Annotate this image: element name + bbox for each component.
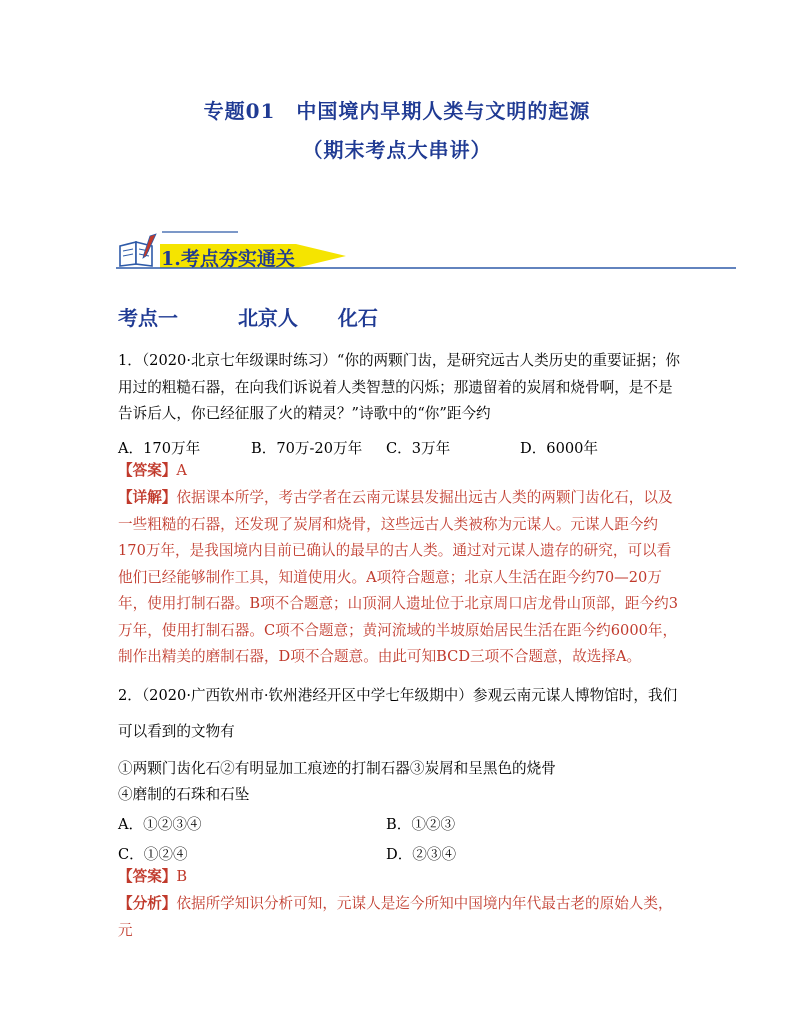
question-1-stem: 1．（2020·北京七年级课时练习）“你的两颗门齿，是研究远古人类历史的重要证据；你用过的粗糙石器，在向我们诉说着人类智慧的闪烁；那遗留着的炭屑和烧骨啊，是不是告诉后人，你已经征服了火的精灵？”诗歌中的“你”距今约 xyxy=(118,352,681,422)
section-banner-label: 1.考点夯实通关 xyxy=(161,248,295,270)
detail-text: 依据课本所学，考古学者在云南元谋县发掘出远古人类的两颗门齿化石，以及一些粗糙的石器，还发现了炭屑和烧骨，这些远古人类被称为元谋人。元谋人距今约170万年，是我国境内目前已确认的最早的古人类。通过对元谋人遗存的研究，可以看他们已经能够制作工具，知道使用火。A项符合题意；北京人生活在距今约70—20万年，使用打制石器。B项不合题意；山顶洞人遗址位于北京周口店龙骨山顶部，距今约3万年，使用打制石器。C项不合题意；黄河流域的半坡原始居民生活在距今约6000年，制作出精美的磨制石器，D项不合题意。由此可知BCD三项不合题意，故选择A。 xyxy=(118,489,678,665)
page-title: 专题01 中国境内早期人类与文明的起源 xyxy=(203,99,591,123)
q1-option-a: A．170万年 xyxy=(118,440,201,457)
open-book-icon xyxy=(120,234,156,266)
question-2-stem-line2: 可以看到的文物有 xyxy=(118,723,235,740)
q2-option-b: B．①②③ xyxy=(386,816,456,833)
question-1-answer xyxy=(118,458,684,485)
analysis-tag: 【分析】 xyxy=(118,895,177,912)
section-heading-topic: 北京人 xyxy=(237,306,298,330)
analysis-text: 依据所学知识分析可知，元谋人是迄今所知中国境内年代最古老的原始人类，元 xyxy=(118,895,673,939)
detail-tag: 【详解】 xyxy=(118,489,177,506)
section-heading-subtopic: 化石 xyxy=(337,306,378,330)
page-subtitle: （期末考点大串讲） xyxy=(302,138,492,162)
question-2-items-line1: ①两颗门齿化石②有明显加工痕迹的打制石器③炭屑和呈黑色的烧骨 xyxy=(118,760,556,777)
section-heading xyxy=(118,302,378,331)
q1-option-d: D．6000年 xyxy=(520,440,599,457)
section-heading-index: 考点一 xyxy=(118,306,178,330)
answer-tag: 【答案】 xyxy=(118,868,177,885)
question-1-detail xyxy=(118,485,684,671)
q2-option-c: C．①②④ xyxy=(118,846,188,863)
question-2-stem-line1: 2．（2020·广西钦州市·钦州港经开区中学七年级期中）参观云南元谋人博物馆时，我们 xyxy=(118,687,678,704)
question-2-analysis xyxy=(118,891,684,944)
answer-value: A xyxy=(176,462,187,479)
answer-value: B xyxy=(176,868,188,885)
q1-option-b: B．70万-20万年 xyxy=(251,440,363,457)
q2-option-a: A．①②③④ xyxy=(118,816,202,833)
answer-tag: 【答案】 xyxy=(118,462,177,479)
q2-option-d: D．②③④ xyxy=(386,846,457,863)
question-2-answer xyxy=(118,864,684,891)
q1-option-c: C．3万年 xyxy=(386,440,451,457)
question-2-items-line2: ④磨制的石珠和石坠 xyxy=(118,786,250,803)
